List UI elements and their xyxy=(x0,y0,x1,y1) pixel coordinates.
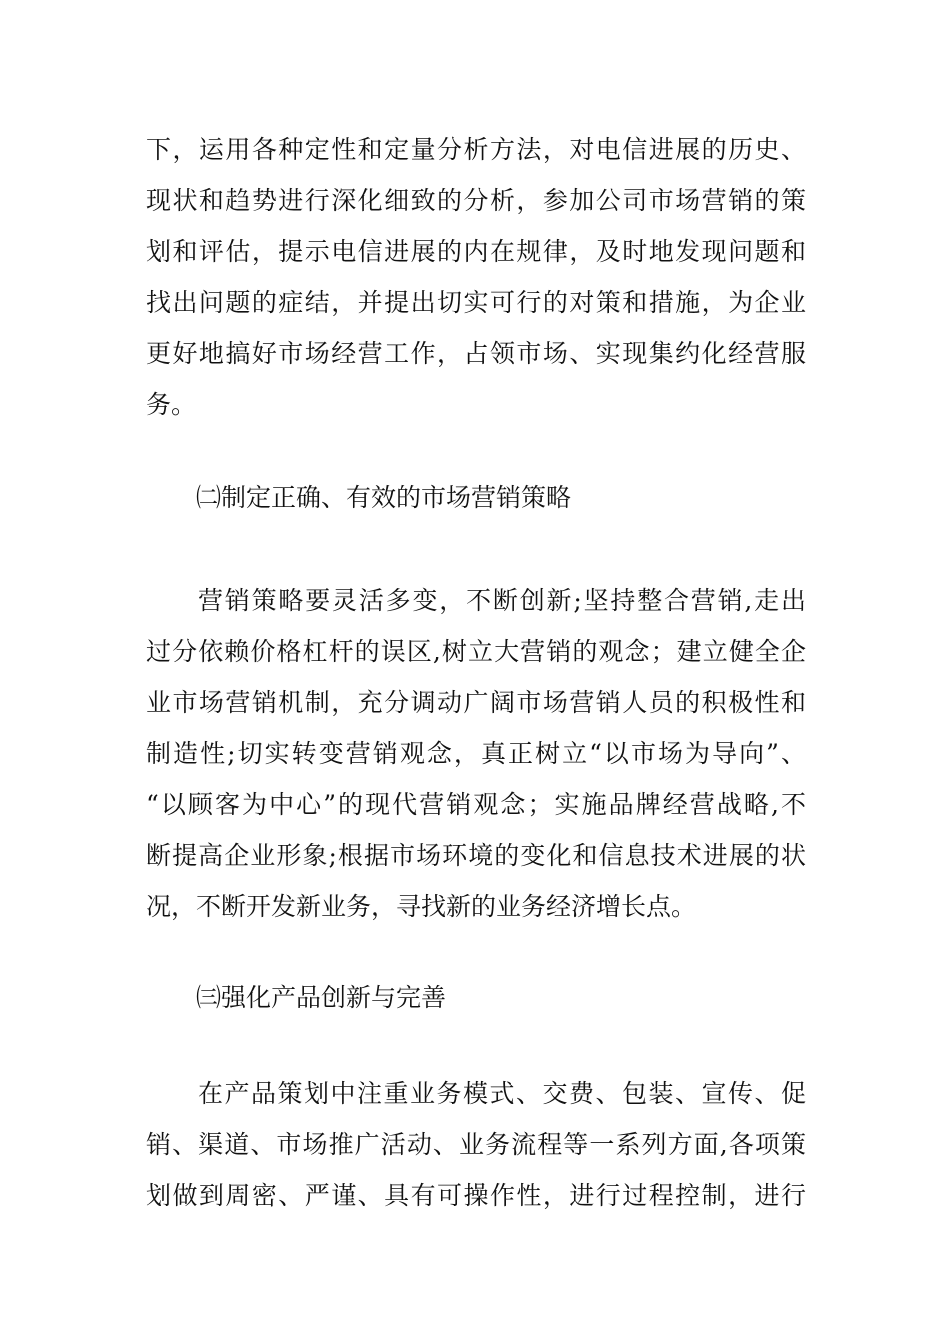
section-heading-product-innovation: ㈢强化产品创新与完善 xyxy=(196,983,447,1012)
text-line: 现状和趋势进行深化细致的分析，参加公司市场营销的策 xyxy=(146,186,806,215)
text-line: 划做到周密、严谨、具有可操作性，进行过程控制，进行 xyxy=(146,1181,806,1210)
text-line: 过分依赖价格杠杆的误区,树立大营销的观念；建立健全企 xyxy=(146,637,806,666)
section-heading-marketing-strategy: ㈡制定正确、有效的市场营销策略 xyxy=(196,483,572,512)
text-line: 务。 xyxy=(146,390,197,419)
text-line: 况，不断开发新业务，寻找新的业务经济增长点。 xyxy=(146,892,697,921)
text-line: 业市场营销机制，充分调动广阔市场营销人员的积极性和 xyxy=(146,688,806,717)
text-line: 在产品策划中注重业务模式、交费、包装、宣传、促 xyxy=(198,1079,806,1108)
paragraph-product-innovation xyxy=(146,1068,806,1221)
paragraph-analysis xyxy=(146,124,806,430)
paragraph-marketing-strategy xyxy=(146,575,806,932)
text-line: “以顾客为中心”的现代营销观念；实施品牌经营战略,不 xyxy=(146,790,806,819)
text-line: 制造性;切实转变营销观念，真正树立“以市场为导向”、 xyxy=(146,739,806,768)
text-line: 营销策略要灵活多变，不断创新;坚持整合营销,走出 xyxy=(198,586,806,615)
text-line: 断提高企业形象;根据市场环境的变化和信息技术进展的状 xyxy=(146,841,806,870)
text-line: 销、渠道、市场推广活动、业务流程等一系列方面,各项策 xyxy=(146,1130,806,1159)
text-line: 下，运用各种定性和定量分析方法，对电信进展的历史、 xyxy=(146,135,806,164)
text-line: 划和评估，提示电信进展的内在规律，及时地发现问题和 xyxy=(146,237,806,266)
text-line: 更好地搞好市场经营工作，占领市场、实现集约化经营服 xyxy=(146,339,806,368)
text-line: 找出问题的症结，并提出切实可行的对策和措施，为企业 xyxy=(146,288,806,317)
